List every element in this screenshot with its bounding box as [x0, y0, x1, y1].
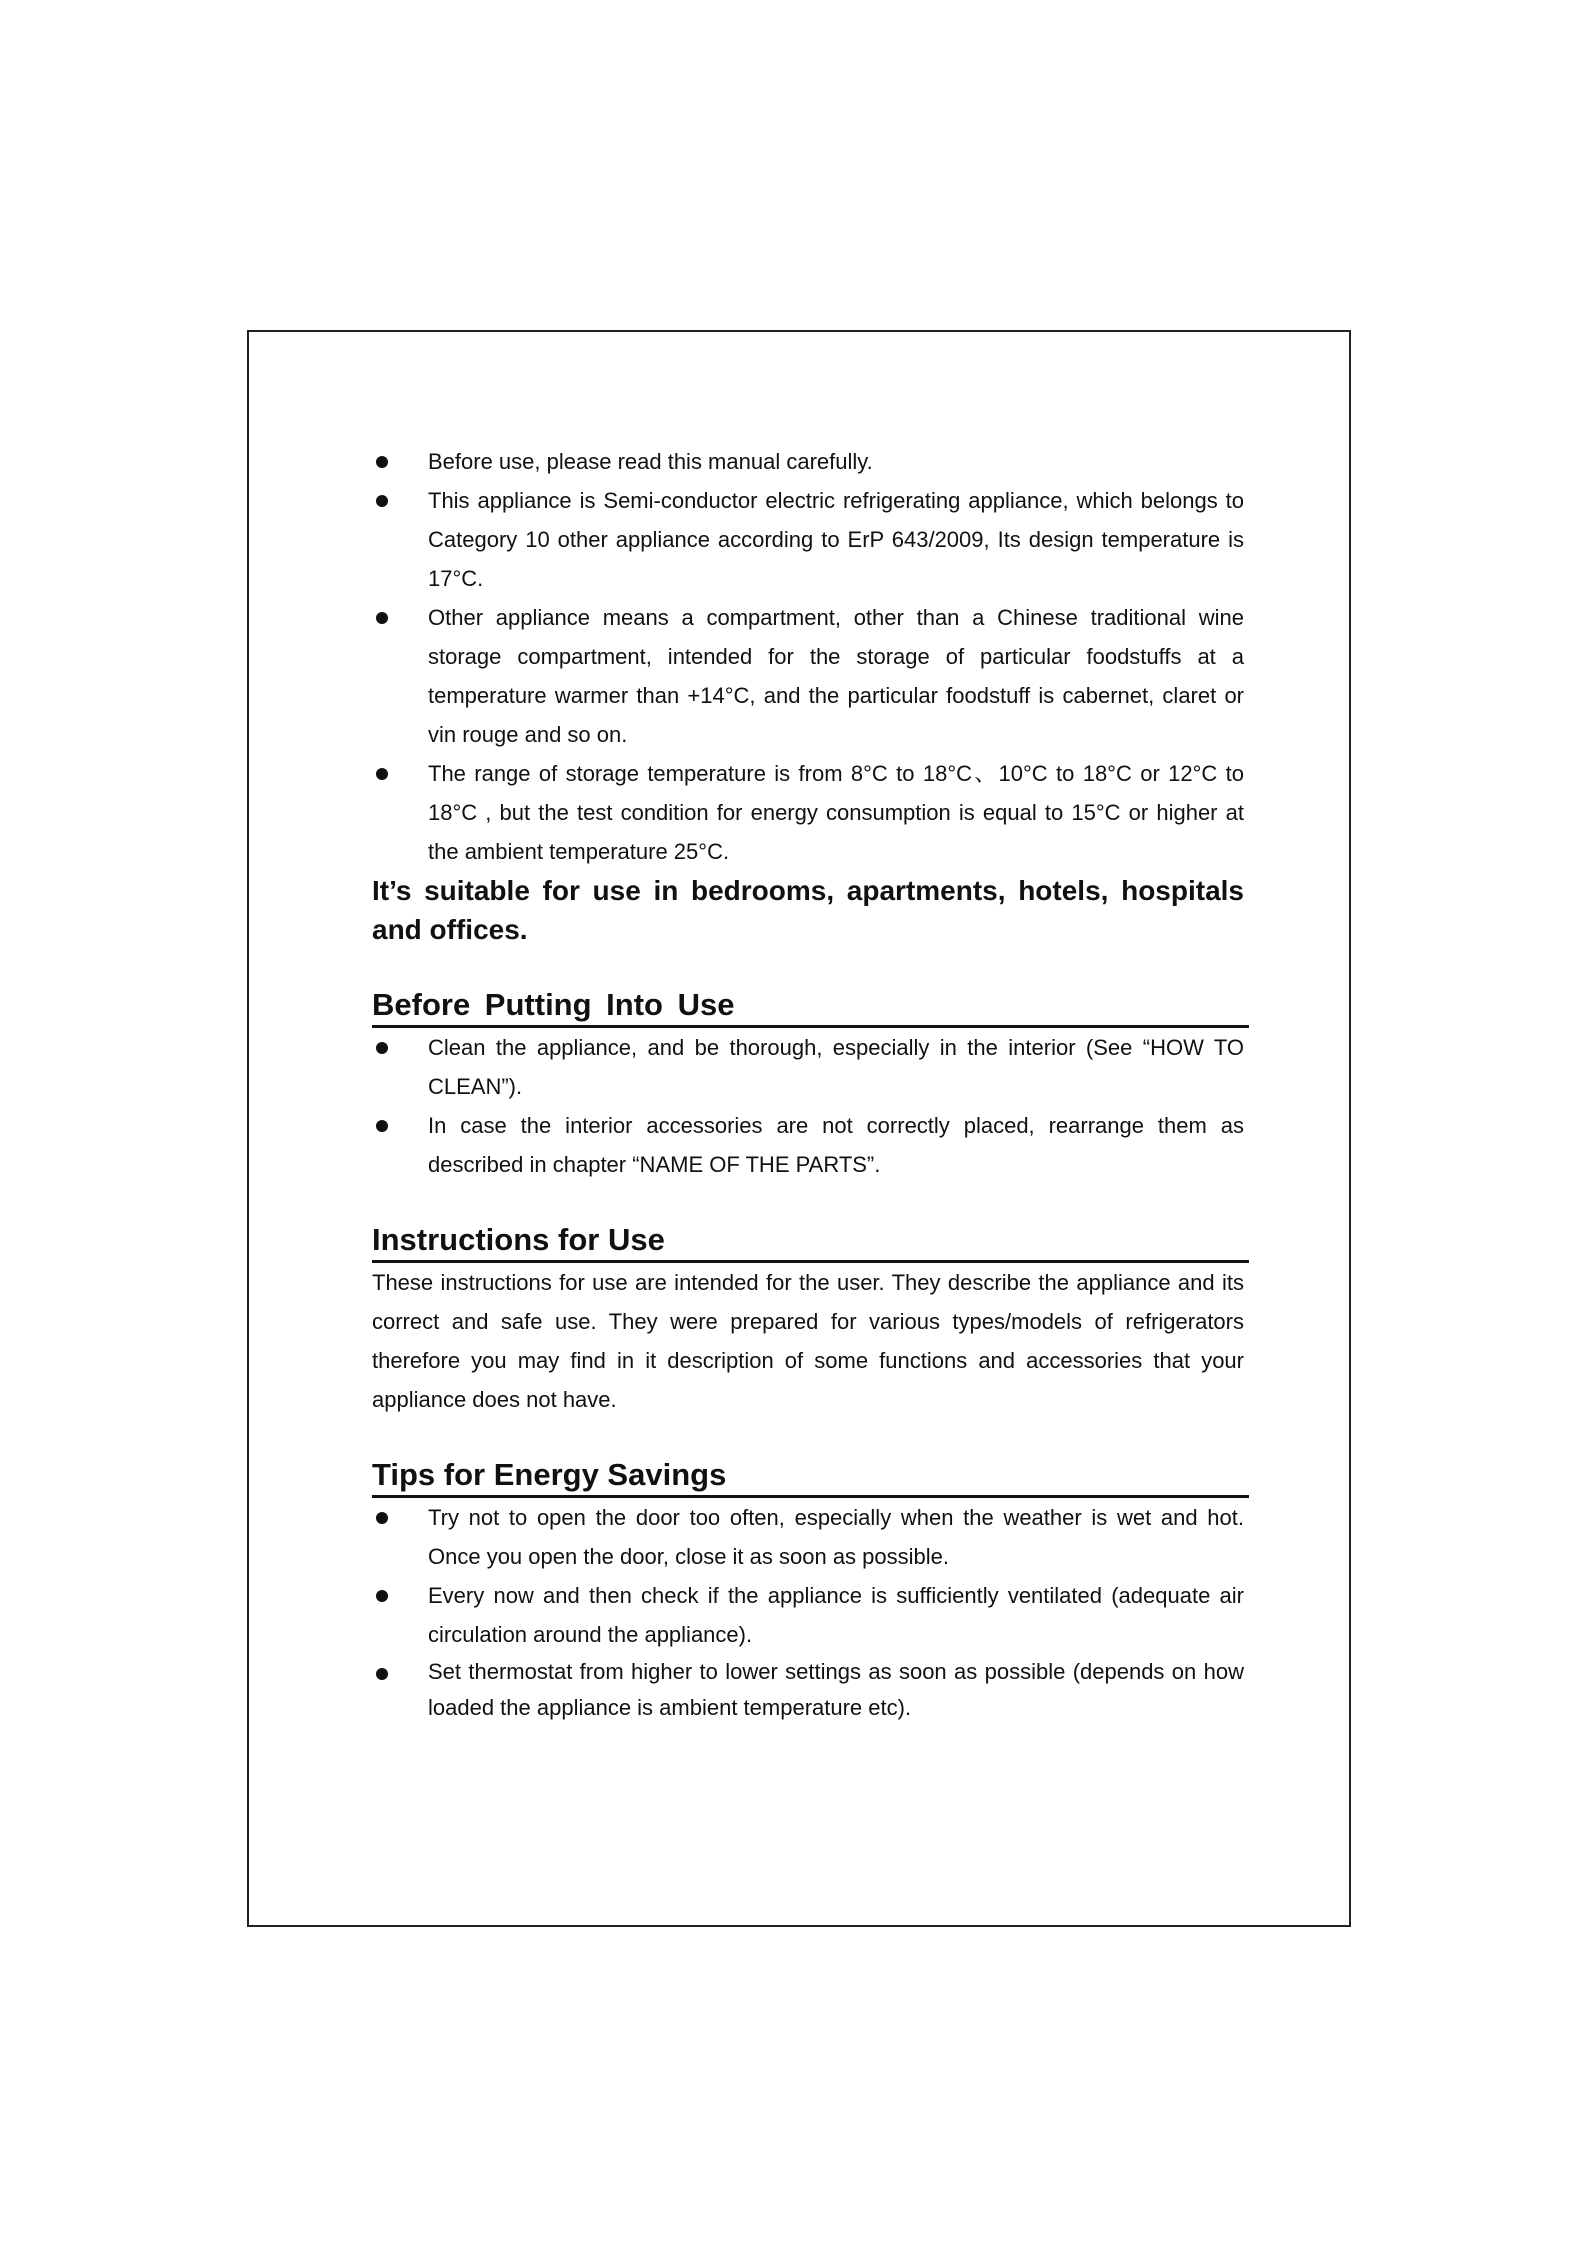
energy-bullet-list — [372, 1498, 1244, 1726]
list-item — [372, 442, 1244, 481]
list-item — [372, 1576, 1244, 1654]
section-heading-before-use: Before Putting Into Use — [372, 985, 1249, 1028]
list-item-text: Every now and then check if the appliance is sufficiently ventilated (adequate air circulation around the appliance). — [428, 1583, 1244, 1647]
list-item-text: Before use, please read this manual carefully. — [428, 449, 873, 474]
list-item-text: Other appliance means a compartment, other than a Chinese traditional wine storage compartment, intended for the storage of particular foodstuffs at a temperature warmer than +14°C, and the particular foodstuff is cabernet, claret or vin rouge and so on. — [428, 605, 1244, 747]
instructions-paragraph: These instructions for use are intended for the user. They describe the appliance and its correct and safe use. They were prepared for various types/models of refrigerators therefore you may find in it description of some functions and accessories that your appliance does not have. — [372, 1270, 1244, 1412]
bullet-icon — [376, 1120, 388, 1132]
bullet-icon — [376, 612, 388, 624]
bullet-icon — [376, 495, 388, 507]
list-item-text: In case the interior accessories are not correctly placed, rearrange them as described in chapter “NAME OF THE PARTS”. — [428, 1113, 1244, 1177]
section-heading-instructions: Instructions for Use — [372, 1220, 1249, 1263]
manual-page-content — [372, 442, 1244, 1726]
list-item-text: Clean the appliance, and be thorough, especially in the interior (See “HOW TO CLEAN”). — [428, 1035, 1244, 1099]
bullet-icon — [376, 1512, 388, 1524]
list-item-text: The range of storage temperature is from 8°C to 18°C、10°C to 18°C or 12°C to 18°C , but the test condition for energy consumption is equal to 15°C or higher at the ambient temperature 25°C. — [428, 761, 1244, 864]
list-item-text: Set thermostat from higher to lower settings as soon as possible (depends on how loaded the appliance is ambient temperature etc). — [428, 1659, 1244, 1720]
suitable-statement: It’s suitable for use in bedrooms, apartments, hotels, hospitals and offices. — [372, 875, 1244, 945]
list-item — [372, 1028, 1244, 1106]
section-heading-energy: Tips for Energy Savings — [372, 1455, 1249, 1498]
energy-section — [372, 1455, 1244, 1726]
list-item — [372, 1498, 1244, 1576]
list-item — [372, 481, 1244, 598]
bullet-icon — [376, 456, 388, 468]
bullet-icon — [376, 1042, 388, 1054]
list-item-text: This appliance is Semi-conductor electric refrigerating appliance, which belongs to Category 10 other appliance according to ErP 643/2009, Its design temperature is 17°C. — [428, 488, 1244, 591]
list-item — [372, 598, 1244, 754]
list-item — [372, 1106, 1244, 1184]
list-item — [372, 754, 1244, 871]
before-use-bullet-list — [372, 1028, 1244, 1184]
list-item — [372, 1654, 1244, 1726]
intro-bullet-list — [372, 442, 1244, 871]
bullet-icon — [376, 1590, 388, 1602]
bullet-icon — [376, 1668, 388, 1680]
list-item-text: Try not to open the door too often, especially when the weather is wet and hot. Once you open the door, close it as soon as possible. — [428, 1505, 1244, 1569]
bullet-icon — [376, 768, 388, 780]
before-use-section — [372, 985, 1244, 1184]
instructions-section — [372, 1220, 1244, 1419]
